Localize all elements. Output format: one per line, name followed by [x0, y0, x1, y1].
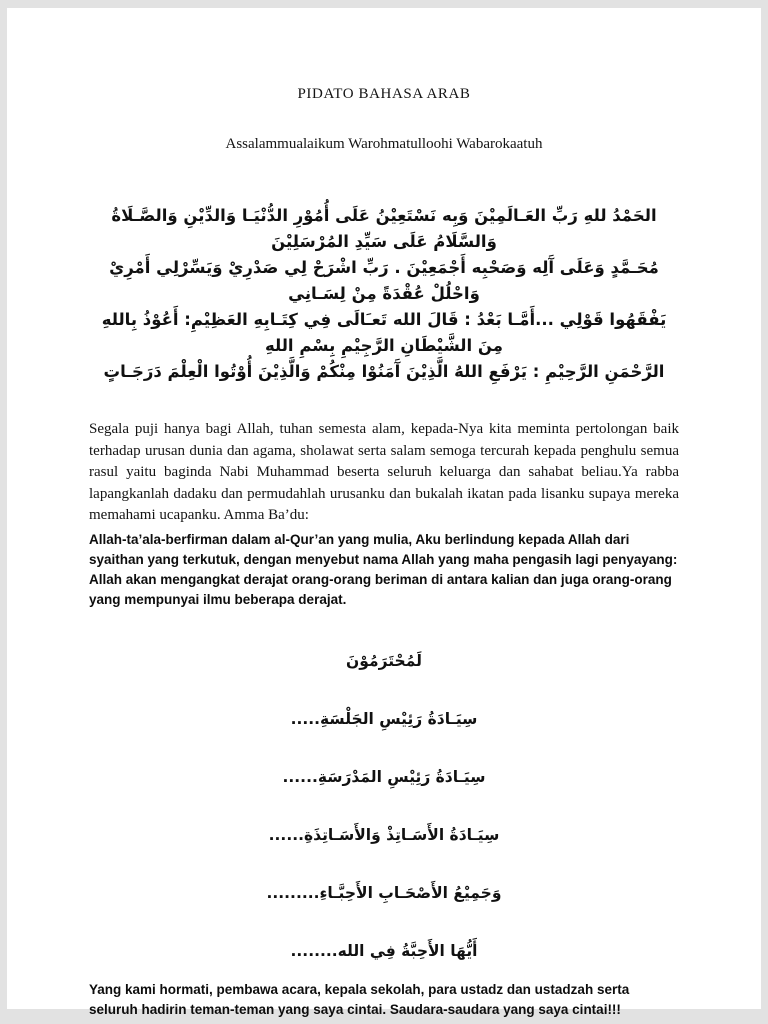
salutation-line-3: سِيَـادَةُ رَئِيْسِ المَدْرَسَةِ...... [282, 767, 486, 786]
salutation-line-6: أَيُّهَا الأَحِبَّةُ فِي الله........ [290, 941, 478, 960]
arabic-opening-block [89, 203, 679, 385]
greeting-line: Assalammualaikum Warohmatulloohi Wabarokaatuh [225, 136, 543, 152]
salutation-line-4: سِيَـادَةُ الأَسَـاتِذْ وَالأَسَـاتِذَةِ...... [268, 825, 500, 844]
arabic-opening-line-1: الحَمْدُ للهِ رَبِّ العَـالَمِيْنَ وَبِه نَسْتَعِيْنُ عَلَى أُمُوْرِ الدُّنْيَـا وَالدِّيْنِ وَالصَّـلَاةُ وَالسَّلَامُ عَلَى سَيِّدِ المُرْسَلِيْنَ [111, 206, 657, 251]
quran-translation-paragraph: Allah-ta’ala-berfirman dalam al-Qur’an yang mulia, Aku berlindung kepada Allah dari syaithan yang terkutuk, dengan menyebut nama Allah yang maha pengasih lagi penyayang: Allah akan mengangkat derajat orang-orang beriman di antara kalian dan juga orang-orang yang mempunyai ilmu beberapa derajat. [89, 531, 678, 607]
salutation-line-5: وَجَمِيْعُ الأَصْحَـابِ الأَحِبَّـاءِ......... [266, 883, 502, 902]
salutation-line-1: لَمُحْتَرَمُوْنَ [346, 651, 422, 670]
salutation-line-2: سِيَـادَةُ رَئِيْسِ الجَلْسَةِ..... [290, 709, 478, 728]
arabic-opening-line-4: الرَّحْمَنِ الرَّحِيْمِ : يَرْفَعِ اللهُ الَّذِيْنَ آَمَنُوْا مِنْكُمْ وَالَّذِيْنَ أُوْتُوا الْعِلْمَ دَرَجَـاتٍ [103, 362, 665, 381]
document-page [7, 8, 761, 1017]
arabic-opening-line-3: يَفْقَهُوا قَوْلِي ...أَمَّـا بَعْدُ : قَالَ الله تَعـَالَى فِي كِتَـابِهِ العَظِيْمِ: أَعُوْذُ بِاللهِ مِنَ الشَّيْطَانِ الرَّجِيْمِ بِسْمِ اللهِ [101, 310, 667, 355]
page-title: PIDATO BAHASA ARAB [297, 86, 471, 102]
arabic-opening-line-2: مُحَـمَّدٍ وَعَلَى آَلِه وَصَحْبِه أَجْمَعِيْنَ . رَبِّ اشْرَحْ لِي صَدْرِيْ وَيَسِّرْلِي أَمْرِيْ وَاحْلُلْ عُقْدَةً مِنْ لِسَـانِي [109, 258, 659, 303]
translation-paragraph: Segala puji hanya bagi Allah, tuhan semesta alam, kepada-Nya kita meminta pertolongan baik terhadap urusan dunia dan agama, sholawat serta salam semoga tercurah kepada penghulu semua rasul yaitu baginda Nabi Muhammad beserta seluruh keluarga dan sahabat beliau.Ya rabba lapangkanlah dadaku dan permudahlah urusanku dan bukalah ikatan pada lisanku supaya mereka memahami ucapanku. Amma Ba’du: [89, 421, 679, 523]
arabic-salutations-block [89, 650, 679, 962]
honorifics-paragraph: Yang kami hormati, pembawa acara, kepala sekolah, para ustadz dan ustadzah serta seluruh hadirin teman-teman yang saya cintai. Saudara-saudara yang saya cintai!!! [89, 981, 630, 1017]
